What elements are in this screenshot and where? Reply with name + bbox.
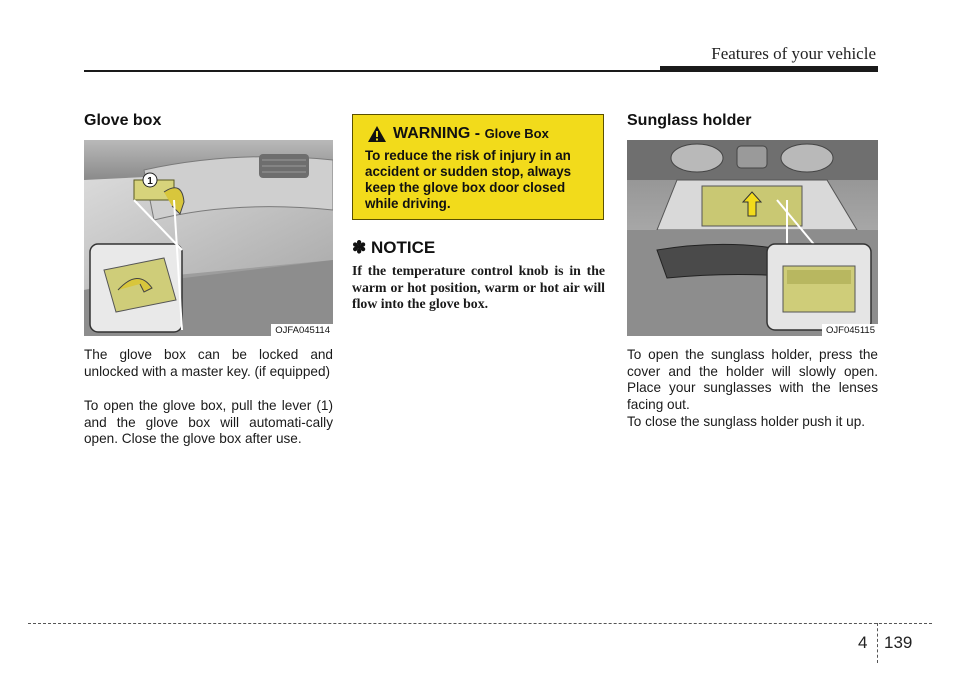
sunglass-holder-drawing [627,140,878,336]
glove-box-paragraph-1: The glove box can be locked and unlocked with a master key. (if equipped) [84,347,333,379]
running-header: Features of your vehicle [711,44,876,63]
page-number: 139 [884,633,913,652]
header-rule-accent [660,66,878,72]
sunglass-holder-paragraph-2: To close the sunglass holder push it up. [627,414,866,429]
sunglass-holder-paragraph-1: To open the sunglass holder, press the cover and the holder will slowly open. Place your sunglasses with the lenses facing out. [627,347,878,412]
warning-text: To reduce the risk of injury in an accident or sudden stop, always keep the glove box door closed while driving. [365,148,572,211]
warning-label: WARNING - [393,125,481,142]
glove-box-paragraph-2: To open the glove box, pull the lever (1) and the glove box will automati-cally open. Close the glove box after use. [84,398,333,446]
warning-box [352,114,604,220]
notice-text: If the temperature control knob is in the warm or hot position, warm or hot air will flow into the glove box. [352,263,605,311]
warning-triangle-icon [367,125,387,143]
warning-heading [393,125,549,143]
glove-box-illustration [84,140,333,336]
figure-code-glove-box: OJFA045114 [271,324,333,336]
warning-subject: Glove Box [484,126,549,141]
chapter-number: 4 [858,633,868,652]
figure-code-sunglass-holder: OJF045115 [822,324,878,336]
sunglass-holder-illustration [627,140,878,336]
footer-rule [28,623,932,624]
lever-callout-number: 1 [147,176,153,187]
notice-heading: ✽ NOTICE [352,238,436,257]
glove-box-drawing [84,140,333,336]
sunglass-holder-heading: Sunglass holder [627,112,752,129]
glove-box-heading: Glove box [84,112,162,129]
footer-divider [877,623,878,663]
